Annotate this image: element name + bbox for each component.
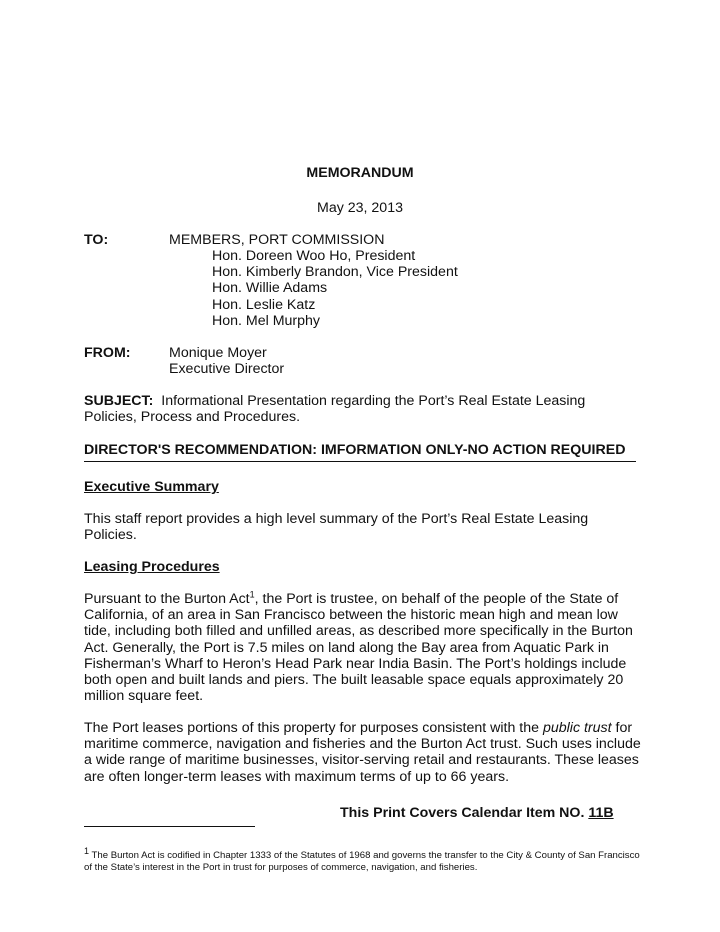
executive-summary-heading: Executive Summary (84, 479, 219, 495)
leasing-p1-start: Pursuant to the Burton Act (84, 591, 250, 607)
public-trust-text: public trust (542, 720, 612, 736)
to-recipient: MEMBERS, PORT COMMISSION (169, 232, 385, 248)
to-member: Hon. Kimberly Brandon, Vice President (212, 264, 458, 280)
memo-title: MEMORANDUM (306, 165, 414, 181)
leasing-p2-start: The Port leases portions of this property for purposes consistent with the (84, 720, 543, 736)
footnote-number: 1 (84, 845, 90, 856)
to-member: Hon. Mel Murphy (212, 313, 321, 329)
calendar-item-line (340, 805, 614, 821)
to-member: Hon. Leslie Katz (212, 297, 316, 313)
footnote-text: The Burton Act is codified in Chapter 1333 of the Statutes of 1968 and governs the transfer to the City & County of San Francisco of the State’s interest in the Port in trust for purposes of commerce, navigation, and fisheries. (84, 850, 640, 873)
leasing-procedures-heading: Leasing Procedures (84, 559, 220, 575)
leasing-p1-rest: , the Port is trustee, on behalf of the people of the State of California, of an area in San Francisco between the historic mean high and mean low tide, including both filled and unfilled areas, as described more specifically in the Burton Act. Generally, the Port is 7.5 miles on land along the Bay area from Aquatic Park in Fisherman’s Wharf to Heron’s Head Park near India Basin. The Port’s holdings include both open and built lands and piers. The built leasable space equals approximately 20 million square feet. (84, 591, 633, 705)
to-member: Hon. Doreen Woo Ho, President (212, 248, 416, 264)
recommendation-bar (84, 442, 636, 462)
leasing-paragraph-1 (84, 591, 644, 704)
subject-text: Informational Presentation regarding the Port’s Real Estate Leasing Policies, Process and Procedures. (84, 393, 586, 426)
footnote-rule (84, 826, 255, 827)
director-recommendation: DIRECTOR'S RECOMMENDATION: IMFORMATION ONLY-NO ACTION REQUIRED (84, 442, 626, 458)
calendar-item-number: 11B (588, 805, 614, 821)
subject-label: SUBJECT: (84, 393, 154, 409)
leasing-p2-rest: for maritime commerce, navigation and fisheries and the Burton Act trust. Such uses include a wide range of maritime businesses, visitor-serving retail and restaurants. These leases are often longer-term leases with maximum terms of up to 66 years. (84, 720, 641, 785)
footnote (84, 845, 644, 874)
from-title: Executive Director (169, 361, 285, 377)
from-name: Monique Moyer (169, 345, 267, 361)
executive-summary-text: This staff report provides a high level summary of the Port’s Real Estate Leasing Policies. (84, 511, 589, 544)
from-label: FROM: (84, 345, 131, 361)
footnote-reference: 1 (249, 589, 255, 600)
leasing-paragraph-2 (84, 720, 644, 785)
to-label: TO: (84, 232, 109, 248)
calendar-item-prefix: This Print Covers Calendar Item NO. (340, 805, 589, 821)
memo-date: May 23, 2013 (317, 200, 403, 216)
subject (84, 393, 604, 425)
to-member: Hon. Willie Adams (212, 280, 328, 296)
